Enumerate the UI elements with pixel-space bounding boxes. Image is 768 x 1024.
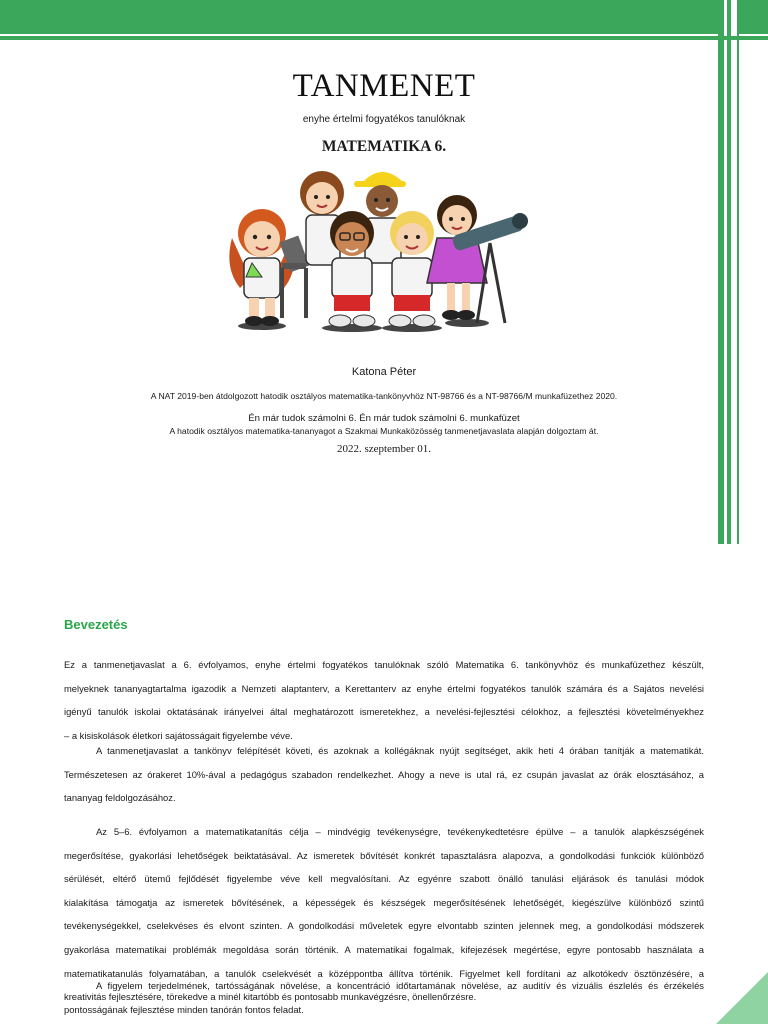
text-line: kialakítása támogatja az ismeretek bővítésének, a képességek és készségek megerősítésének lehetőségét, kiegészülve különböző szintű	[64, 896, 704, 908]
page-corner-decoration	[716, 972, 768, 1024]
text-line: pontosságának fejlesztése minden tanórán fontos feladat.	[64, 1003, 304, 1015]
header-green-line	[0, 36, 768, 40]
text-line: A figyelem terjedelmének, tartósságának növelése, a koncentráció időtartamának növelése, az auditív és vizuális észlelés és érzékelés	[96, 980, 704, 991]
cover-note-1: A NAT 2019-ben átdolgozott hatodik osztályos matematika-tankönyvhöz NT-98766 és a NT-98766/M munkafüzethez 2020.	[150, 391, 618, 401]
text-line: tananyag feldolgozásához.	[64, 792, 176, 804]
border-gap	[731, 0, 737, 34]
header-green-band	[0, 0, 768, 34]
document-subtitle: enyhe értelmi fogyatékos tanulóknak	[302, 114, 466, 125]
intro-paragraph-1	[64, 653, 704, 747]
text-line: A tanmenetjavaslat a tankönyv felépítését követi, és azoknak a kollégáknak nyújt segítséget, akik heti 4 órában tanítják a matematikát.	[96, 745, 704, 756]
text-line: megerősítése, gyakorlási lehetőségek beiktatásával. Az ismeretek bővítését konkrét tapasztalásra alapozva, a gondolkodási funkciók különböző	[64, 849, 704, 861]
text-line: matematikatanulás folyamatában, a tanulók cselekvését a középpontba állítva történik. Figyelmet kell fordítani az alkotókedv ösztönzésére, a	[64, 967, 704, 979]
intro-paragraph-4	[64, 974, 704, 1021]
text-line: tevékenységekkel, cselekvéses és elvont szinten. A gondolkodási műveletek egyre elvontabb szinten jelennek meg, a gondolkodási módszerek	[64, 920, 704, 932]
text-line: igényű tanulók iskolai oktatásának irányelvei által meghatározott ismeretekhez, a nevelési-fejlesztési célokhoz, a fejlesztési követelményekhez	[64, 706, 704, 718]
text-line: Természetesen az órakeret 10%-ával a pedagógus szabadon rendelkezhet. Ahogy a neve is utal rá, ez csupán javaslat az órák elosztásához, a	[64, 768, 704, 780]
border-gap	[724, 0, 727, 34]
author-name: Katona Péter	[351, 366, 417, 378]
cover-note-2: Én már tudok számolni 6. Én már tudok számolni 6. munkafüzet	[248, 413, 520, 424]
children-scientists-illustration	[222, 163, 528, 333]
text-line: Az 5–6. évfolyamon a matematikatanítás célja – mindvégig tevékenységre, tevékenykedtetésre épülve – a tanulók alapkészségének	[96, 826, 704, 837]
cover-note-3: A hatodik osztályos matematika-tananyagot a Szakmai Munkaközösség tanmenetjavaslata alapján dolgoztam át.	[169, 426, 599, 436]
subject-title: MATEMATIKA 6.	[321, 138, 447, 155]
document-date: 2022. szeptember 01.	[336, 443, 432, 455]
document-title: TANMENET	[292, 68, 476, 104]
text-line: melyeknek tananyagtartalma igazodik a Nemzeti alaptanterv, a Kerettanterv az enyhe értelmi fogyatékos tanulók számára és a Sajátos nevelési	[64, 682, 704, 694]
intro-paragraph-2	[64, 739, 704, 810]
text-line: sérülését, eltérő ütemű fejlődését figyelembe véve kell megvalósítani. Az egyénre szabott önálló tanulási eljárások és tanulási módok	[64, 873, 704, 885]
text-line: Ez a tanmenetjavaslat a 6. évfolyamos, enyhe értelmi fogyatékos tanulóknak szóló Matematika 6. tankönyvhöz és munkafüzethez készült,	[64, 659, 704, 670]
text-line: kreativitás fejlesztésére, törekedve a minél kitartóbb és pontosabb munkavégzésre, önellenőrzésre.	[64, 991, 477, 1003]
section-heading: Bevezetés	[64, 617, 128, 632]
text-line: gyakorlása matematikai problémák megoldása során történik. A matematikai fogalmak, kifejezések megértése, egyre pontosabb használata a	[64, 943, 704, 955]
text-line: – a kisiskolások életkori sajátosságait figyelembe véve.	[64, 729, 293, 741]
